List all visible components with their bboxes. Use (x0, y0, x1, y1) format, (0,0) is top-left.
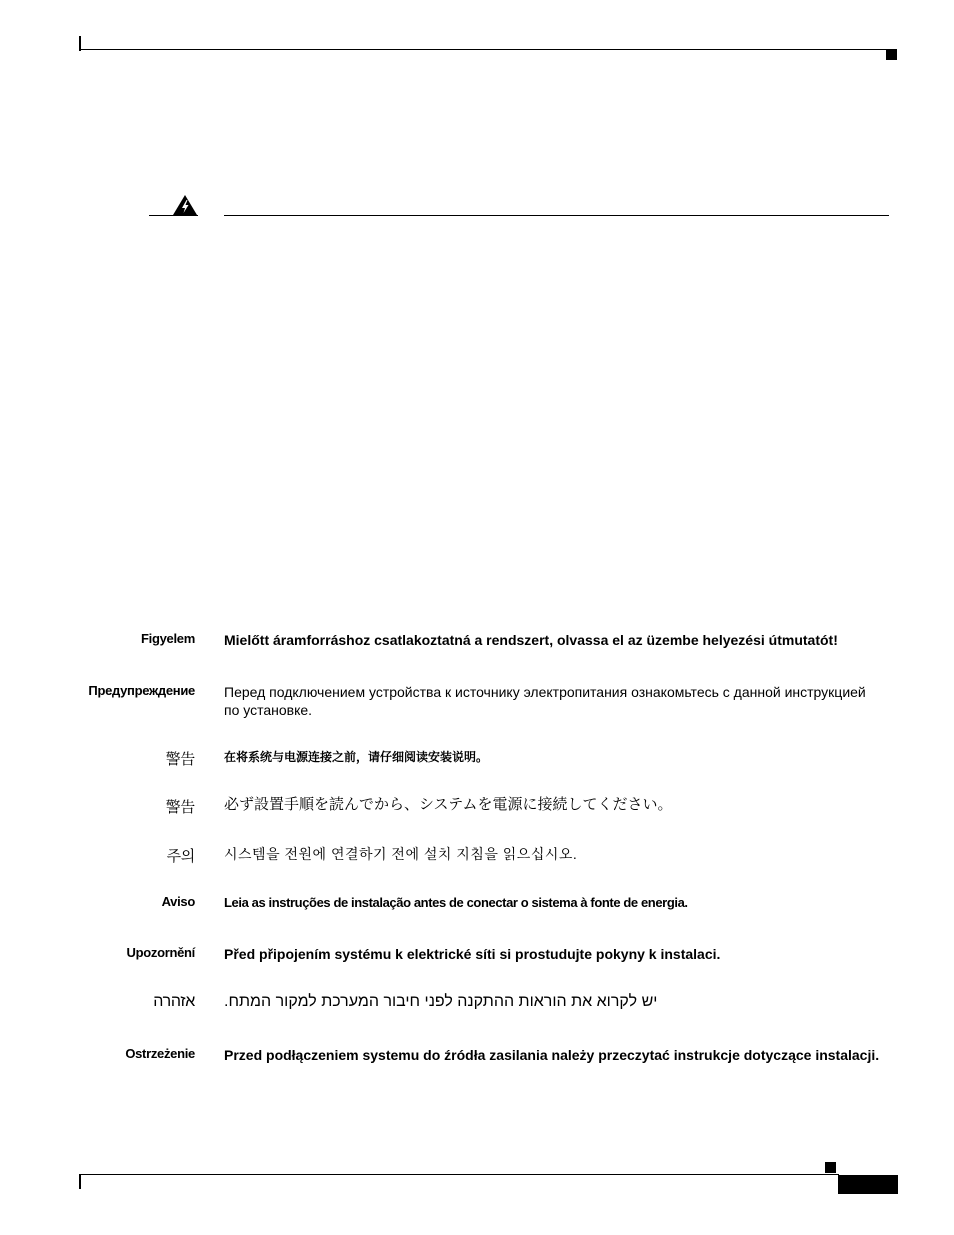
warning-text: Mielőtt áramforráshoz csatlakoztatná a rendszert, olvassa el az üzembe helyezési útmutatót! (224, 632, 838, 648)
language-label: 주의 (166, 848, 195, 865)
language-label: 警告 (165, 799, 195, 816)
warning-rule-left (149, 215, 198, 216)
warning-text: 시스템을 전원에 연결하기 전에 설치 지침을 읽으십시오. (224, 846, 578, 862)
language-label: Ostrzeżenie (125, 1046, 195, 1061)
warning-triangle-icon (172, 194, 198, 216)
footer-page-tab (838, 1175, 898, 1194)
footer-marker (825, 1162, 836, 1173)
warning-text: Перед подключением устройства к источнику электропитания ознакомьтесь с данной инструкцией по установке. (224, 684, 866, 718)
footer-rule (79, 1174, 839, 1175)
footer-left-tick (79, 1174, 81, 1189)
language-label: Upozornění (126, 945, 195, 960)
warning-text: Przed podłączeniem systemu do źródła zasilania należy przeczytać instrukcje dotyczące instalacji. (224, 1047, 880, 1063)
warning-text: Leia as instruções de instalação antes de conectar o sistema à fonte de energia. (224, 895, 688, 910)
language-label: 警告 (165, 751, 195, 768)
language-label: Figyelem (141, 631, 195, 646)
warning-text: יש לקרוא את הוראות ההתקנה לפני חיבור המערכת למקור המתח. (224, 993, 658, 1010)
warning-text: 在将系统与电源连接之前，请仔细阅读安装说明。 (224, 750, 489, 764)
language-label: Предупреждение (88, 683, 195, 698)
language-label: אזהרה (153, 993, 195, 1010)
language-label: Aviso (161, 894, 195, 909)
header-marker (886, 49, 897, 60)
warning-text: 必ず設置手順を読んでから、システムを電源に接続してください。 (224, 796, 673, 813)
header-rule (79, 49, 887, 50)
warning-text: Před připojením systému k elektrické síti si prostudujte pokyny k instalaci. (224, 946, 721, 962)
warning-rule (224, 215, 889, 216)
